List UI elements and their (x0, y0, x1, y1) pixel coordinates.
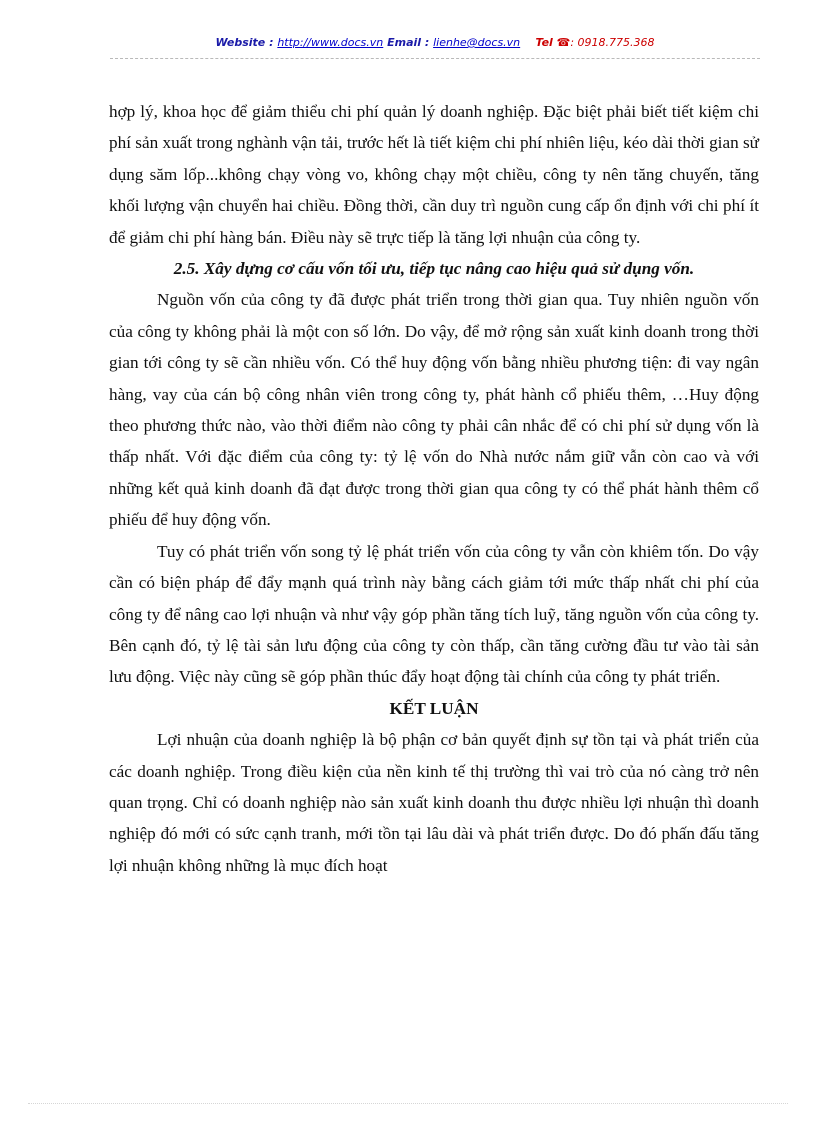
email-label: Email : (383, 36, 434, 49)
paragraph-1: hợp lý, khoa học để giảm thiểu chi phí quản lý doanh nghiệp. Đặc biệt phải biết tiết kiệm chi phí sản xuất trong nghành vận tải, trước hết là tiết kiệm chi phí nhiên liệu, kéo dài thời gian sử dụng săm lốp...không chạy vòng vo, không chạy một chiều, công ty nên tăng chuyến, tăng khối lượng vận chuyển hai chiều. Đồng thời, cần duy trì nguồn cung cấp ổn định với chi phí ít để giảm chi phí hàng bán. Điều này sẽ trực tiếp là tăng lợi nhuận của công ty. (109, 102, 759, 247)
website-label: Website : (215, 36, 278, 49)
website-link[interactable]: http://www.docs.vn (277, 36, 384, 49)
tel-number: : 0918.775.368 (570, 36, 655, 49)
document-body (109, 96, 759, 881)
paragraph-2: Nguồn vốn của công ty đã được phát triển trong thời gian qua. Tuy nhiên nguồn vốn của công ty không phải là một con số lớn. Do vậy, để mở rộng sản xuất kinh doanh trong thời gian tới công ty sẽ cần nhiều vốn. Có thể huy động vốn bằng nhiều phương tiện: đi vay ngân hàng, vay của cán bộ công nhân viên trong công ty, phát hành cổ phiếu thêm, …Huy động theo phương thức nào, vào thời điểm nào công ty phải cân nhắc để có chi phí sử dụng vốn là thấp nhất. Với đặc điểm của công ty: tỷ lệ vốn do Nhà nước nắm giữ vẫn còn cao và với những kết quả kinh doanh đã đạt được trong thời gian qua công ty có thể phát hành thêm cổ phiếu để huy động vốn. (109, 290, 759, 530)
page-header (110, 36, 760, 59)
tel-label: Tel ☎ (535, 36, 571, 49)
email-link[interactable]: lienhe@docs.vn (433, 36, 521, 49)
footer-divider (28, 1103, 788, 1104)
conclusion-heading: KẾT LUẬN (389, 698, 479, 718)
paragraph-4: Lợi nhuận của doanh nghiệp là bộ phận cơ bản quyết định sự tồn tại và phát triển của các doanh nghiệp. Trong điều kiện của nền kinh tế thị trường thì vai trò của nó càng trở nên quan trọng. Chỉ có doanh nghiệp nào sản xuất kinh doanh thu được nhiều lợi nhuận thì doanh nghiệp đó mới có sức cạnh tranh, mới tồn tại lâu dài và phát triển được. Do đó phấn đấu tăng lợi nhuận không những là mục đích hoạt (109, 730, 759, 875)
paragraph-3: Tuy có phát triển vốn song tỷ lệ phát triển vốn của công ty vẫn còn khiêm tốn. Do vậy cần có biện pháp để đẩy mạnh quá trình này bằng cách giảm tới mức thấp nhất chi phí của công ty để nâng cao lợi nhuận và như vậy góp phần tăng tích luỹ, tăng nguồn vốn của công ty. Bên cạnh đó, tỷ lệ tài sản lưu động của công ty còn thấp, cần tăng cường đầu tư vào tài sản lưu động. Việc này cũng sẽ góp phần thúc đẩy hoạt động tài chính của công ty phát triển. (109, 541, 759, 687)
section-heading: 2.5. Xây dựng cơ cấu vốn tối ưu, tiếp tục nâng cao hiệu quả sử dụng vốn. (173, 259, 695, 279)
